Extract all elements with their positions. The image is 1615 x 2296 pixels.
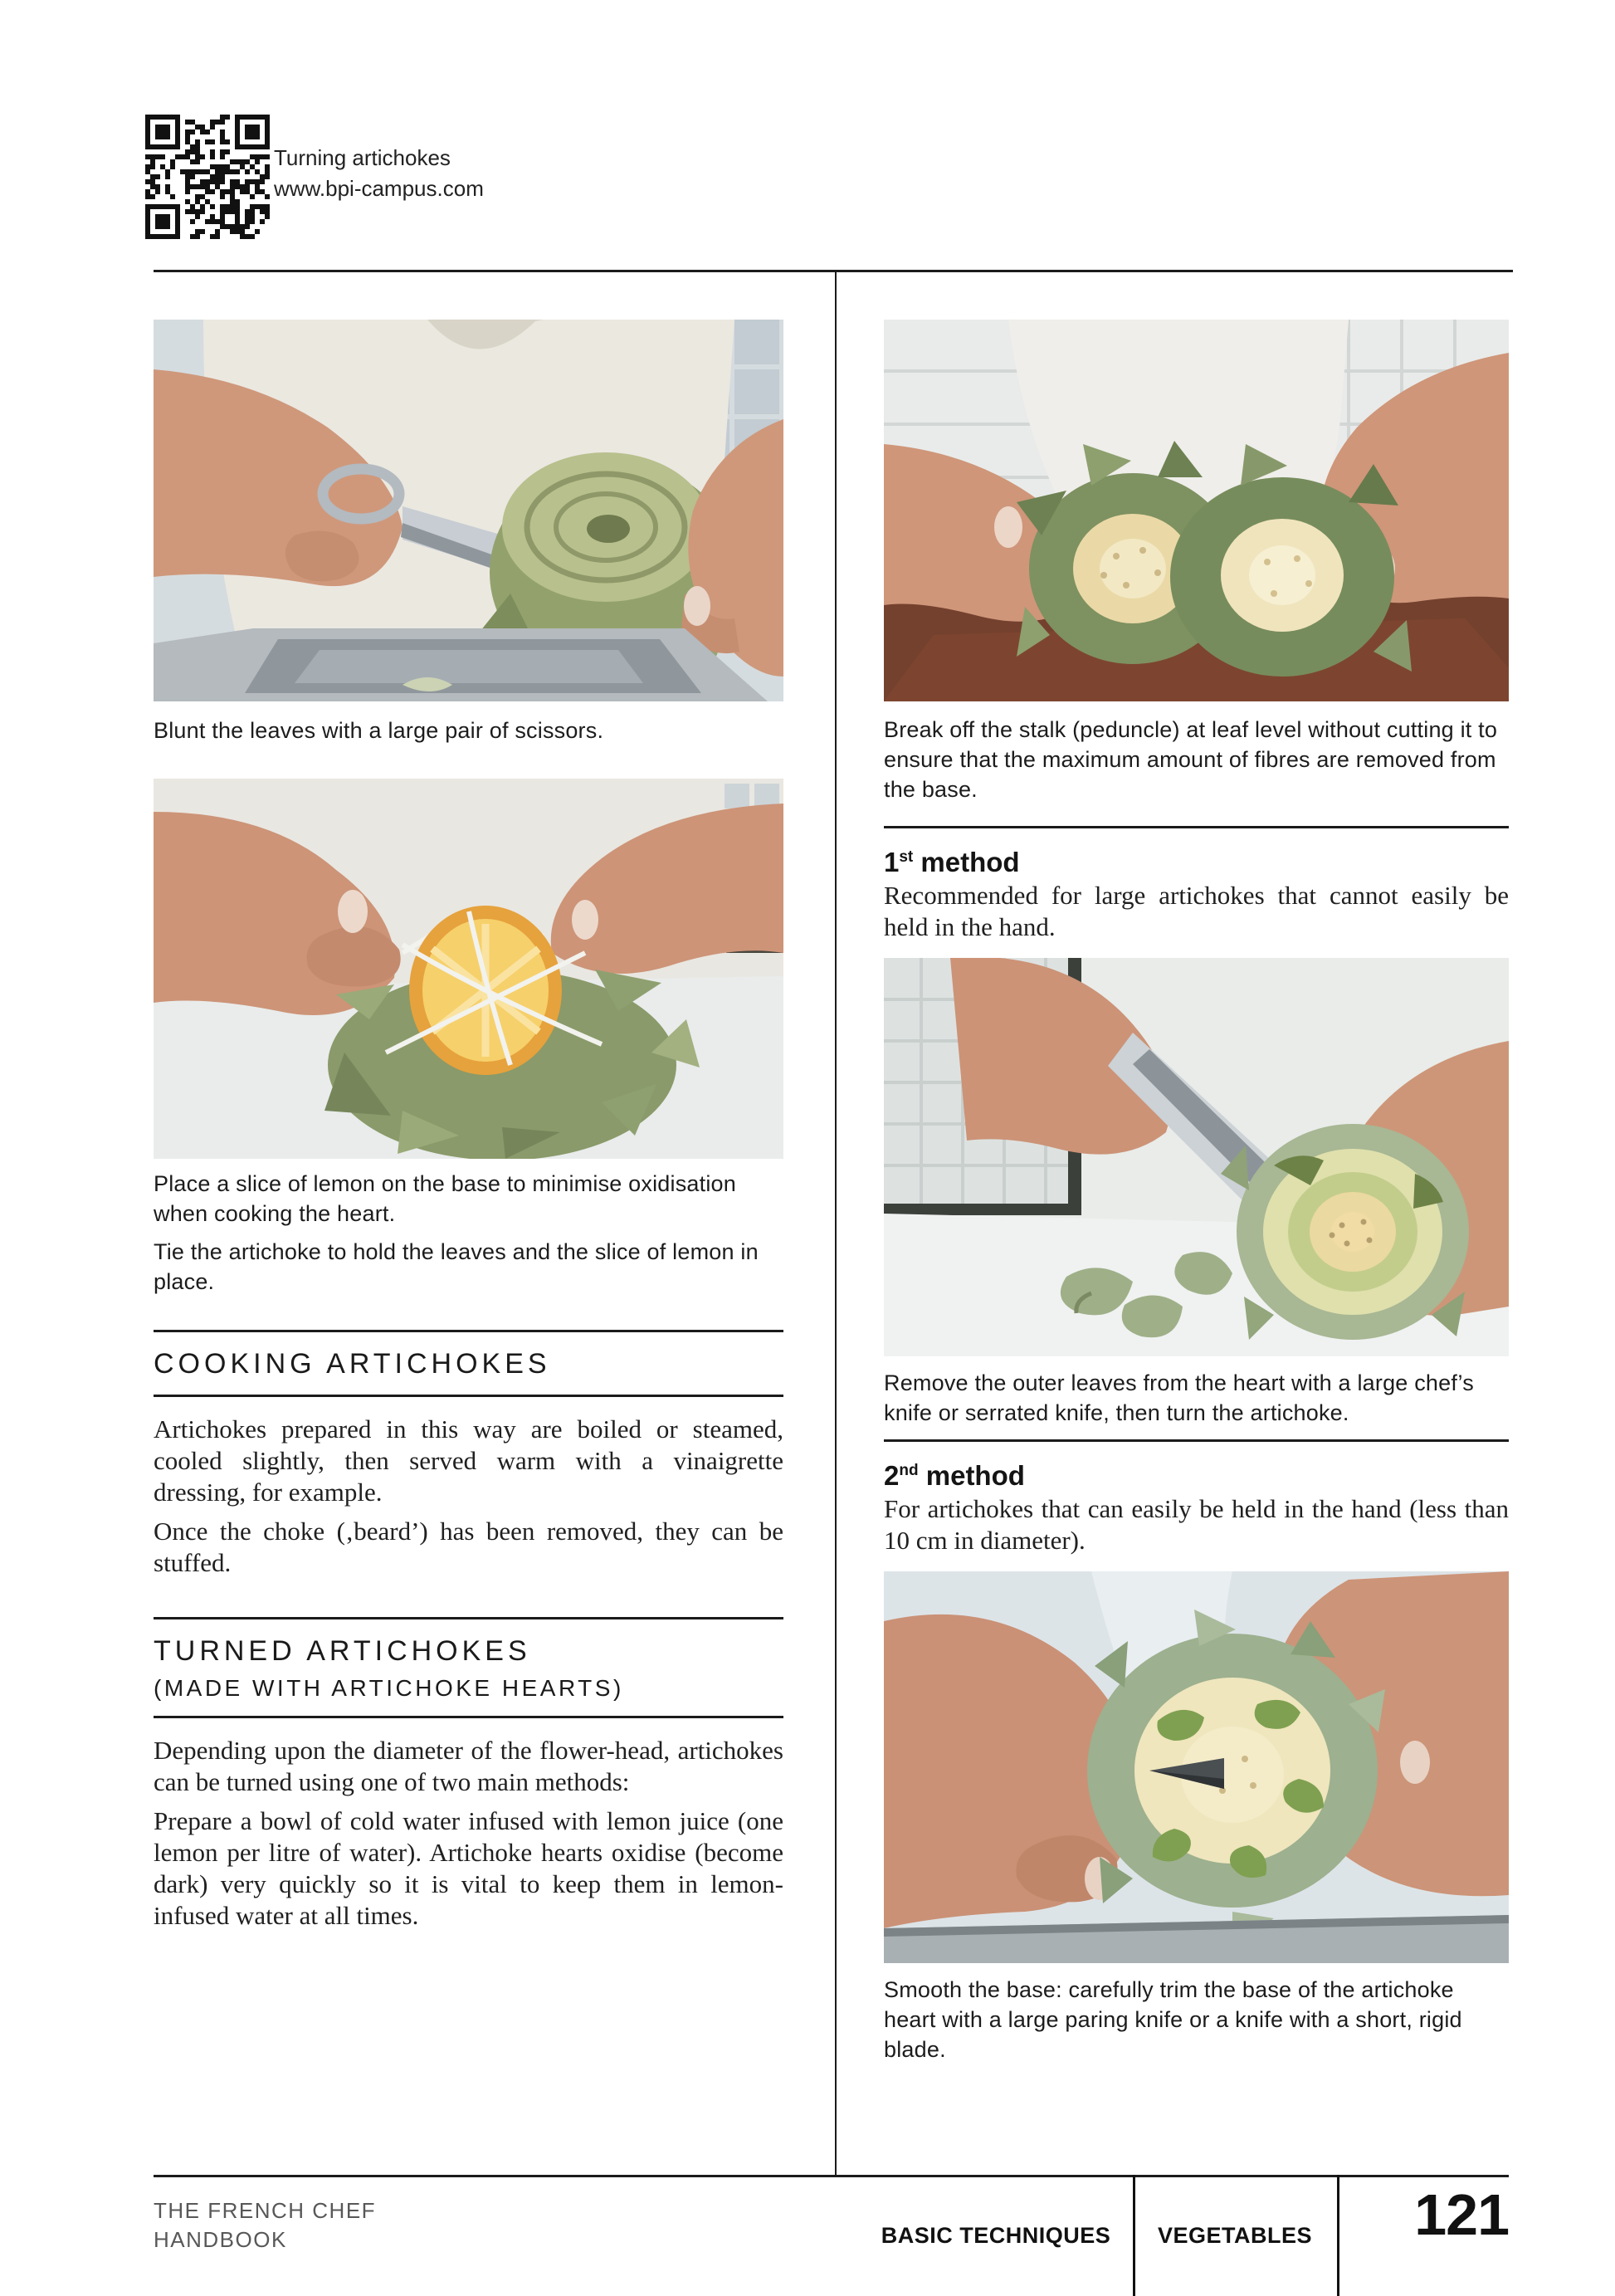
section-rule [154,1716,783,1718]
photo-blunting-leaves-image [154,320,783,701]
method2-heading [884,1460,1509,1492]
photo-breaking-stalk [884,320,1509,701]
photo3-caption: Break off the stalk (peduncle) at leaf level without cutting it to ensure that the maximum amount of fibres are removed from the base. [884,717,1498,802]
method1-label: method [913,847,1020,877]
section-rule [154,1617,783,1619]
qr-label [274,143,484,204]
section-rule [154,1330,783,1332]
cooking-section-title: COOKING ARTICHOKES [154,1348,551,1380]
qr-label-line2: www.bpi-campus.com [274,176,484,201]
turned-paragraph-2: Prepare a bowl of cold water infused with lemon juice (one lemon per litre of water). Artichoke hearts oxidise (become dark) very quickly so it is vital to keep them in lemon-infused water at all times. [154,1806,783,1930]
divider-rule [884,826,1509,828]
method1-number: 1 [884,847,900,877]
footer-section-label: BASIC TECHNIQUES [881,2222,1111,2248]
cooking-paragraph-1: Artichokes prepared in this way are boiled or steamed, cooled slightly, then served warm with a vinaigrette dressing, for example. [154,1414,783,1507]
photo-lemon-tying-image [154,779,783,1159]
photo1-caption: Blunt the leaves with a large pair of scissors. [154,718,604,743]
cooking-section-header [154,1330,783,1397]
divider-rule [884,1439,1509,1442]
method2-ordinal: nd [899,1462,919,1479]
turned-section-title: TURNED ARTICHOKES [154,1635,531,1667]
qr-label-line1: Turning artichokes [274,145,451,170]
book-title-line2: HANDBOOK [154,2227,287,2252]
photo-removing-leaves [884,958,1509,1356]
photo-trimming-base-image [884,1571,1509,1963]
column-divider [835,270,837,2175]
right-column [884,272,1509,2064]
photo2-caption [154,1169,783,1297]
turned-section-subtitle: (MADE WITH ARTICHOKE HEARTS) [154,1675,624,1701]
turned-section-header [154,1617,783,1718]
photo-lemon-tying [154,779,783,1159]
photo-removing-leaves-image [884,958,1509,1356]
footer-divider-2 [1337,2175,1339,2296]
photo2-caption-p2: Tie the artichoke to hold the leaves and the slice of lemon in place. [154,1239,759,1294]
method1-heading [884,847,1509,878]
method1-text: Recommended for large artichokes that cannot easily be held in the hand. [884,881,1509,941]
page-number: 121 [1414,2182,1509,2247]
method2-label: method [918,1460,1025,1491]
cooking-section-body [154,1414,783,1579]
qr-code [145,115,270,239]
method1-ordinal: st [899,848,914,866]
qr-code-icon [145,115,270,239]
turned-paragraph-1: Depending upon the diameter of the flower-head, artichokes can be turned using one of two main methods: [154,1736,783,1796]
method2-number: 2 [884,1460,900,1491]
footer-chapter-label: VEGETABLES [1157,2222,1313,2248]
method2-text: For artichokes that can easily be held in the hand (less than 10 cm in diameter). [884,1494,1509,1555]
photo5-caption: Smooth the base: carefully trim the base of the artichoke heart with a large paring knife or a knife with a short, rigid blade. [884,1977,1462,2062]
book-title-line1: THE FRENCH CHEF [154,2198,377,2223]
book-title [154,2196,376,2254]
photo-breaking-stalk-image [884,320,1509,701]
photo2-caption-p1: Place a slice of lemon on the base to minimise oxidisation when cooking the heart. [154,1171,736,1226]
photo4-caption: Remove the outer leaves from the heart with a large chef’s knife or serrated knife, then turn the artichoke. [884,1370,1474,1425]
section-rule [154,1395,783,1397]
left-column [154,272,783,1939]
turned-section-body [154,1735,783,1932]
photo-blunting-leaves [154,320,783,701]
photo-trimming-base [884,1571,1509,1963]
cooking-paragraph-2: Once the choke (‚beard’) has been removed, they can be stuffed. [154,1517,783,1577]
